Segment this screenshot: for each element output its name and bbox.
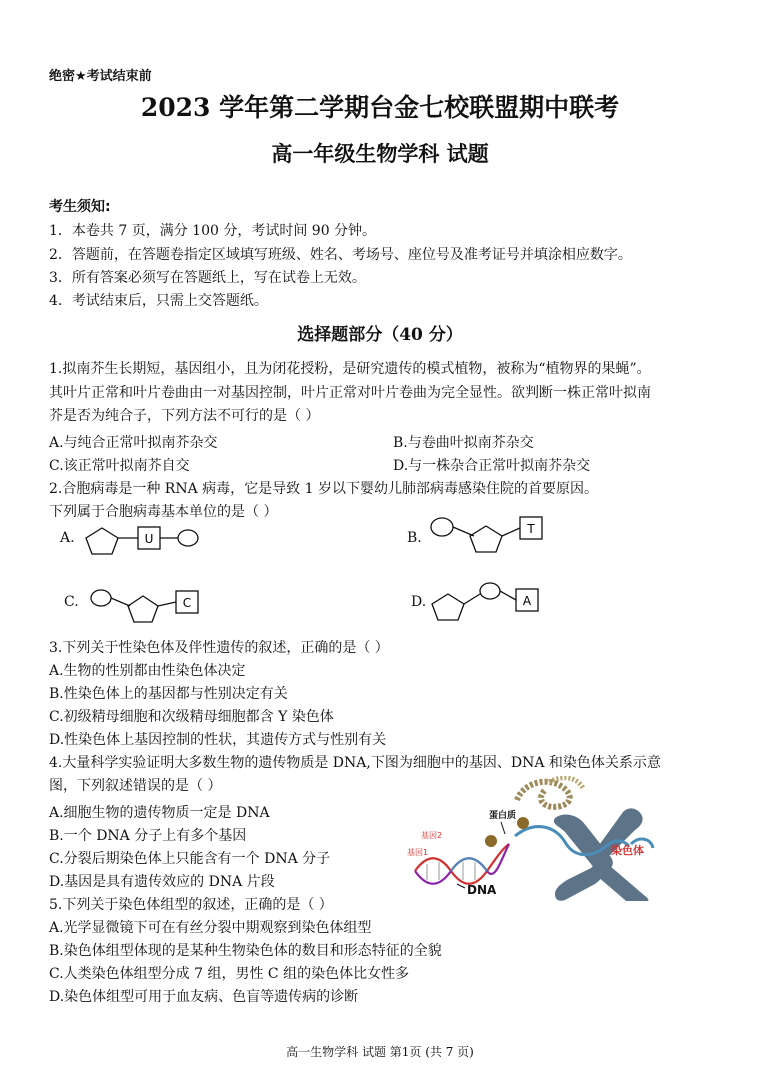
q5-option-b: B.染色体组型体现的是某种生物染色体的数目和形态特征的全貌: [49, 943, 442, 959]
q4-stem-line: 图，下列叙述错误的是（ ）: [49, 778, 222, 794]
gene1-label: 基因1: [407, 848, 429, 857]
q4-option-d: D.基因是具有遗传效应的 DNA 片段: [49, 874, 275, 890]
note-item: 1．本卷共 7 页，满分 100 分，考试时间 90 分钟。: [49, 223, 377, 239]
nucleotide-diagram-b: [428, 512, 558, 558]
nucleosome-icon: [485, 835, 497, 847]
q1-stem-line: 1.拟南芥生长期短，基因组小，且为闭花授粉，是研究遗传的模式植物，被称为“植物界的果蝇”。: [49, 361, 651, 377]
q4-option-a: A.细胞生物的遗传物质一定是 DNA: [49, 805, 270, 821]
q2-stem-line: 下列属于合胞病毒基本单位的是（ ）: [49, 504, 278, 520]
q3-option-d: D.性染色体上基因控制的性状，其遗传方式与性别有关: [49, 732, 387, 748]
section-title: 选择题部分（40 分）: [297, 325, 463, 345]
q2-option-d-label: D.: [411, 594, 427, 610]
q2-option-b-label: B.: [407, 530, 422, 546]
q1-option-d: D.与一株杂合正常叶拟南芥杂交: [393, 458, 591, 474]
q5-stem-line: 5.下列关于染色体组型的叙述，正确的是（ ）: [49, 897, 333, 913]
q4-option-c: C.分裂后期染色体上只能含有一个 DNA 分子: [49, 851, 331, 867]
q5-option-c: C.人类染色体组型分成 7 组，男性 C 组的染色体比女性多: [49, 966, 410, 982]
nucleotide-diagram-c: [88, 582, 208, 628]
q1-option-b: B.与卷曲叶拟南芥杂交: [393, 435, 534, 451]
q2-stem-line: 2.合胞病毒是一种 RNA 病毒，它是导致 1 岁以下婴幼儿肺部病毒感染住院的首要原因。: [49, 481, 598, 497]
protein-label: 蛋白质: [489, 811, 517, 821]
exam-title: 2023 学年第二学期台金七校联盟期中联考: [140, 93, 620, 122]
nucleotide-diagram-a: [82, 518, 212, 558]
q1-option-c: C.该正常叶拟南芥自交: [49, 458, 190, 474]
note-item: 3．所有答案必须写在答题纸上，写在试卷上无效。: [49, 270, 366, 286]
q2-option-a-label: A.: [60, 530, 75, 546]
q1-option-a: A.与纯合正常叶拟南芥杂交: [49, 435, 218, 451]
q5-option-d: D.染色体组型可用于血友病、色盲等遗传病的诊断: [49, 989, 359, 1005]
exam-subtitle: 高一年级生物学科 试题: [271, 141, 489, 166]
base-letter: A: [522, 594, 532, 608]
dna-helix-icon: [415, 844, 509, 884]
notes-heading: 考生须知:: [49, 199, 111, 215]
q3-option-a: A.生物的性别都由性染色体决定: [49, 663, 246, 679]
dna-label: DNA: [467, 883, 497, 897]
q5-option-a: A.光学显微镜下可在有丝分裂中期观察到染色体组型: [49, 920, 372, 936]
q4-option-b: B.一个 DNA 分子上有多个基因: [49, 828, 247, 844]
page-footer: 高一生物学科 试题 第1页 (共 7 页): [286, 1045, 474, 1059]
q2-option-c-label: C.: [64, 594, 79, 610]
nucleosome-icon: [517, 817, 529, 829]
gene-dna-chromosome-figure: [405, 776, 710, 901]
q1-stem-line: 芥是否为纯合子，下列方法不可行的是（ ）: [49, 408, 320, 424]
q4-stem-line: 4.大量科学实验证明大多数生物的遗传物质是 DNA,下图为细胞中的基因、DNA 和染色体关系示意: [49, 755, 661, 771]
q3-option-b: B.性染色体上的基因都与性别决定有关: [49, 686, 288, 702]
q3-stem-line: 3.下列关于性染色体及伴性遗传的叙述，正确的是（ ）: [49, 640, 389, 656]
confidential-mark: 绝密★考试结束前: [49, 69, 152, 84]
nucleotide-diagram-d: [430, 580, 550, 626]
chromosome-label: 染色体: [611, 844, 644, 857]
q3-option-c: C.初级精母细胞和次级精母细胞都含 Y 染色体: [49, 709, 334, 725]
base-letter: T: [527, 522, 535, 536]
q1-stem-line: 其叶片正常和叶片卷曲由一对基因控制，叶片正常对叶片卷曲为完全显性。欲判断一株正常叶拟南: [49, 385, 651, 401]
note-item: 4．考试结束后，只需上交答题纸。: [49, 293, 268, 309]
base-letter: U: [144, 532, 154, 546]
gene2-label: 基因2: [421, 831, 443, 840]
note-item: 2．答题前，在答题卷指定区域填写班级、姓名、考场号、座位号及准考证号并填涂相应数字。: [49, 247, 632, 263]
base-letter: C: [182, 596, 192, 610]
